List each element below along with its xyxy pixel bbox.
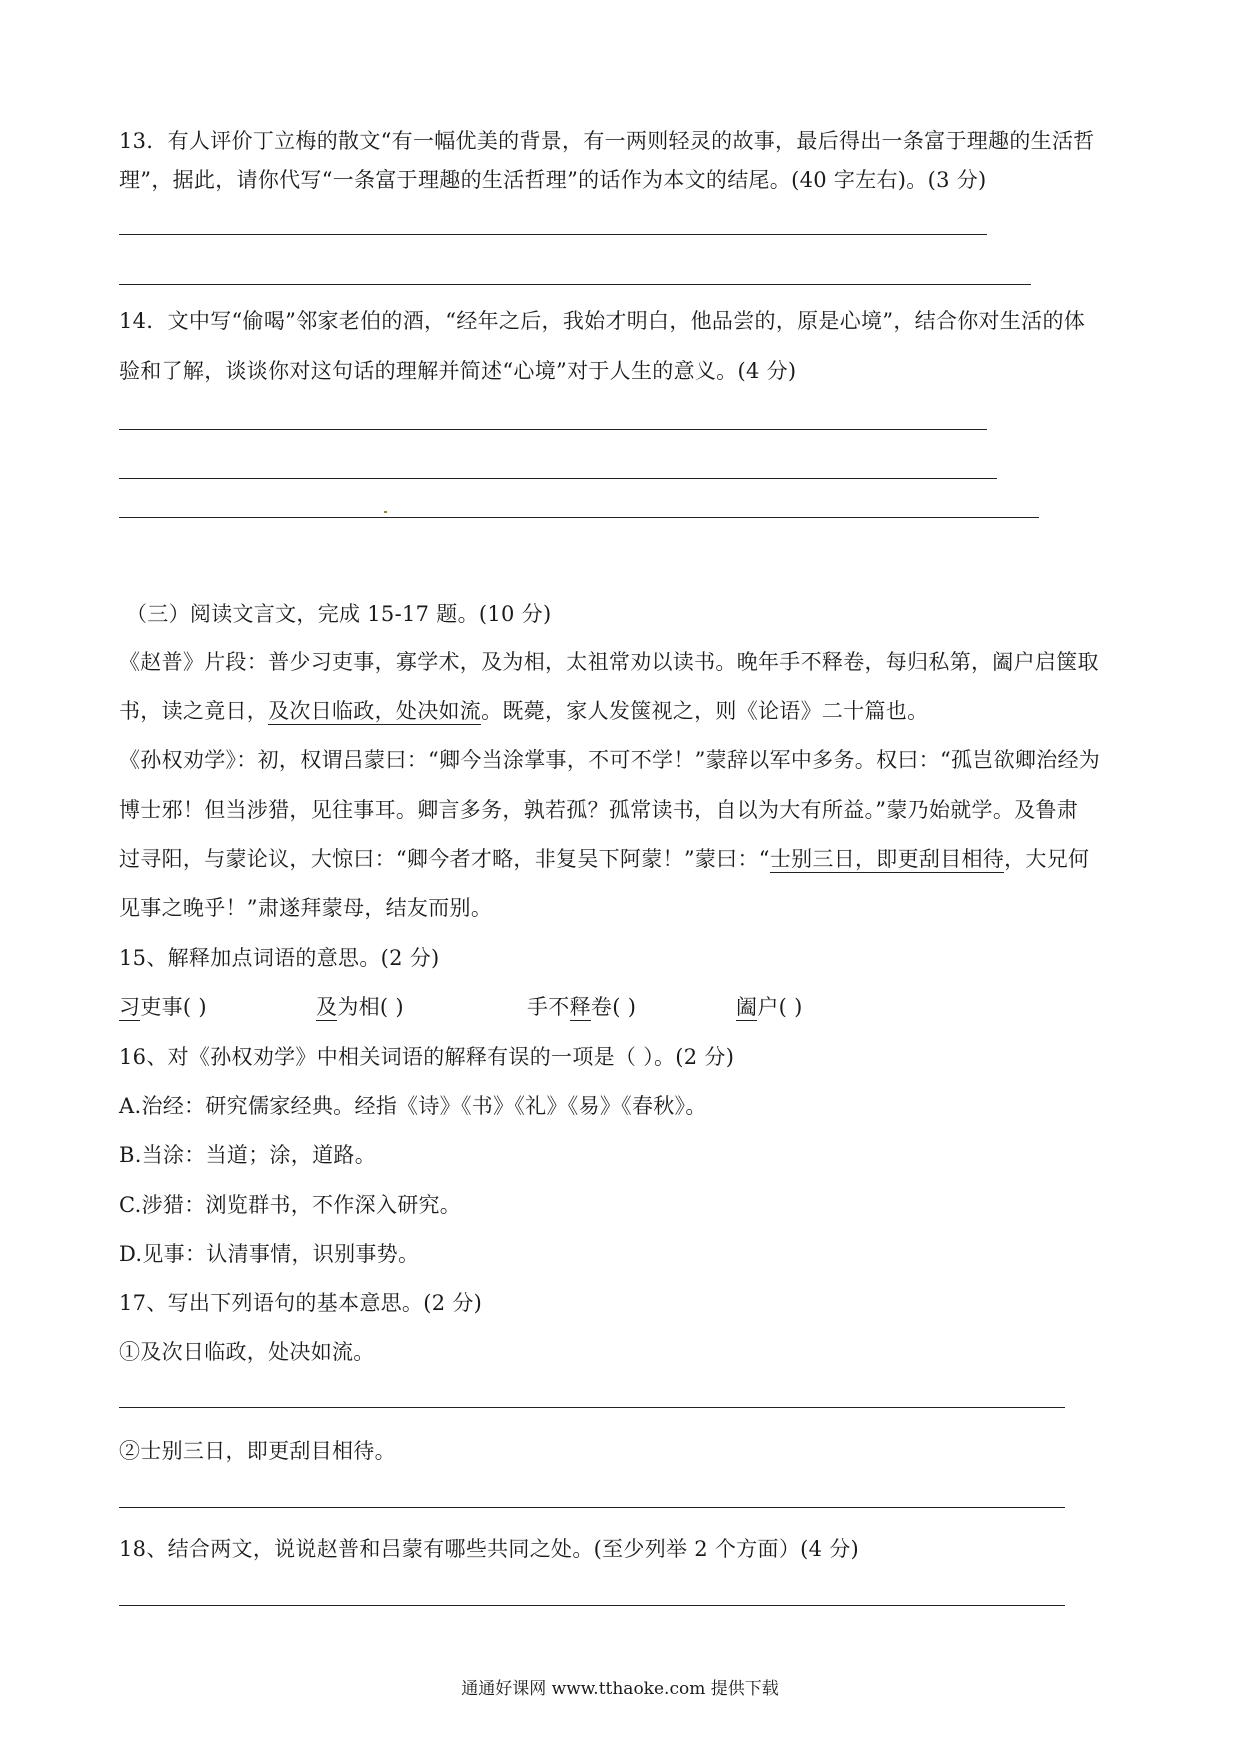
q13-answer-line-1[interactable] <box>119 234 987 235</box>
q17-title: 17、写出下列语句的基本意思。(2 分) <box>119 1291 483 1315</box>
sunquan-line2: 博士邪！但当涉猎，见往事耳。卿言多务，孰若孤？孤常读书，自以为大有所益。”蒙乃始就学。及鲁肃 <box>119 798 1079 822</box>
sunquan-line3: 过寻阳，与蒙论议，大惊曰：“卿今者才略，非复吴下阿蒙！”蒙曰：“士别三日，即更刮目相待，大兄何 <box>119 847 1090 871</box>
q15-item-2: 及为相( ) <box>316 995 404 1019</box>
q17-answer-line-2[interactable] <box>119 1507 1065 1508</box>
q14-line1: 14．文中写“偷喝”邻家老伯的酒，“经年之后，我始才明白，他品尝的，原是心境”，结合你对生活的体 <box>119 309 1086 333</box>
zhaopu-line2: 书，读之竟日，及次日临政，处决如流。既薨，家人发箧视之，则《论语》二十篇也。 <box>119 699 929 723</box>
q18-title: 18、结合两文，说说赵普和吕蒙有哪些共同之处。(至少列举 2 个方面）(4 分) <box>119 1537 860 1561</box>
q15-item-1: 习吏事( ) <box>119 995 207 1019</box>
q16-title: 16、对《孙权劝学》中相关词语的解释有误的一项是（ ）。(2 分) <box>119 1045 735 1069</box>
q17-answer-line-1[interactable] <box>119 1407 1065 1408</box>
sunquan-underlined-sentence: 士别三日，即更刮目相待 <box>769 847 1005 871</box>
q15-title: 15、解释加点词语的意思。(2 分) <box>119 946 440 970</box>
q15-item-4: 阖户( ) <box>736 995 803 1019</box>
sunquan-line1: 《孙权劝学》：初，权谓吕蒙曰：“卿今当涂掌事，不可不学！”蒙辞以军中多务。权曰：“孤岂欲卿治经为 <box>119 748 1101 772</box>
page-footer: 通通好课网 www.tthaoke.com 提供下载 <box>461 1679 779 1699</box>
q14-answer-line-2[interactable] <box>119 478 997 479</box>
q13-line1: 13．有人评价丁立梅的散文“有一幅优美的背景，有一两则轻灵的故事，最后得出一条富于理趣的生活哲 <box>119 129 1095 153</box>
q13-answer-line-2[interactable] <box>119 284 1031 285</box>
q15-item-3: 手不释卷( ) <box>527 995 637 1019</box>
q14-answer-line-1[interactable] <box>119 429 987 430</box>
q17-sentence-1: ①及次日临政，处决如流。 <box>119 1340 375 1364</box>
sunquan-line4: 见事之晚乎！”肃遂拜蒙母，结友而别。 <box>119 896 493 920</box>
q18-answer-line[interactable] <box>119 1605 1065 1606</box>
q13-line2: 理”，据此，请你代写“一条富于理趣的生活哲理”的话作为本文的结尾。(40 字左右)。(3 分) <box>119 168 987 192</box>
q14-line2: 验和了解，谈谈你对这句话的理解并简述“心境”对于人生的意义。(4 分) <box>119 359 797 383</box>
q17-sentence-2: ②士别三日，即更刮目相待。 <box>119 1439 396 1463</box>
q16-option-b: B.当涂：当道；涂，道路。 <box>119 1143 377 1167</box>
q16-option-c: C.涉猎：浏览群书，不作深入研究。 <box>119 1193 462 1217</box>
zhaopu-line1: 《赵普》片段：普少习吏事，寡学术，及为相，太祖常劝以读书。晚年手不释卷，每归私第，阖户启箧取 <box>119 650 1099 674</box>
q16-option-a: A.治经：研究儒家经典。经指《诗》《书》《礼》《易》《春秋》。 <box>119 1094 707 1118</box>
ink-speck <box>384 511 387 513</box>
q14-answer-line-3[interactable] <box>119 517 1039 518</box>
q16-option-d: D.见事：认清事情，识别事势。 <box>119 1242 420 1266</box>
zhaopu-underlined-sentence: 及次日临政，处决如流 <box>268 699 482 723</box>
section3-heading: （三）阅读文言文，完成 15-17 题。(10 分) <box>126 602 552 626</box>
